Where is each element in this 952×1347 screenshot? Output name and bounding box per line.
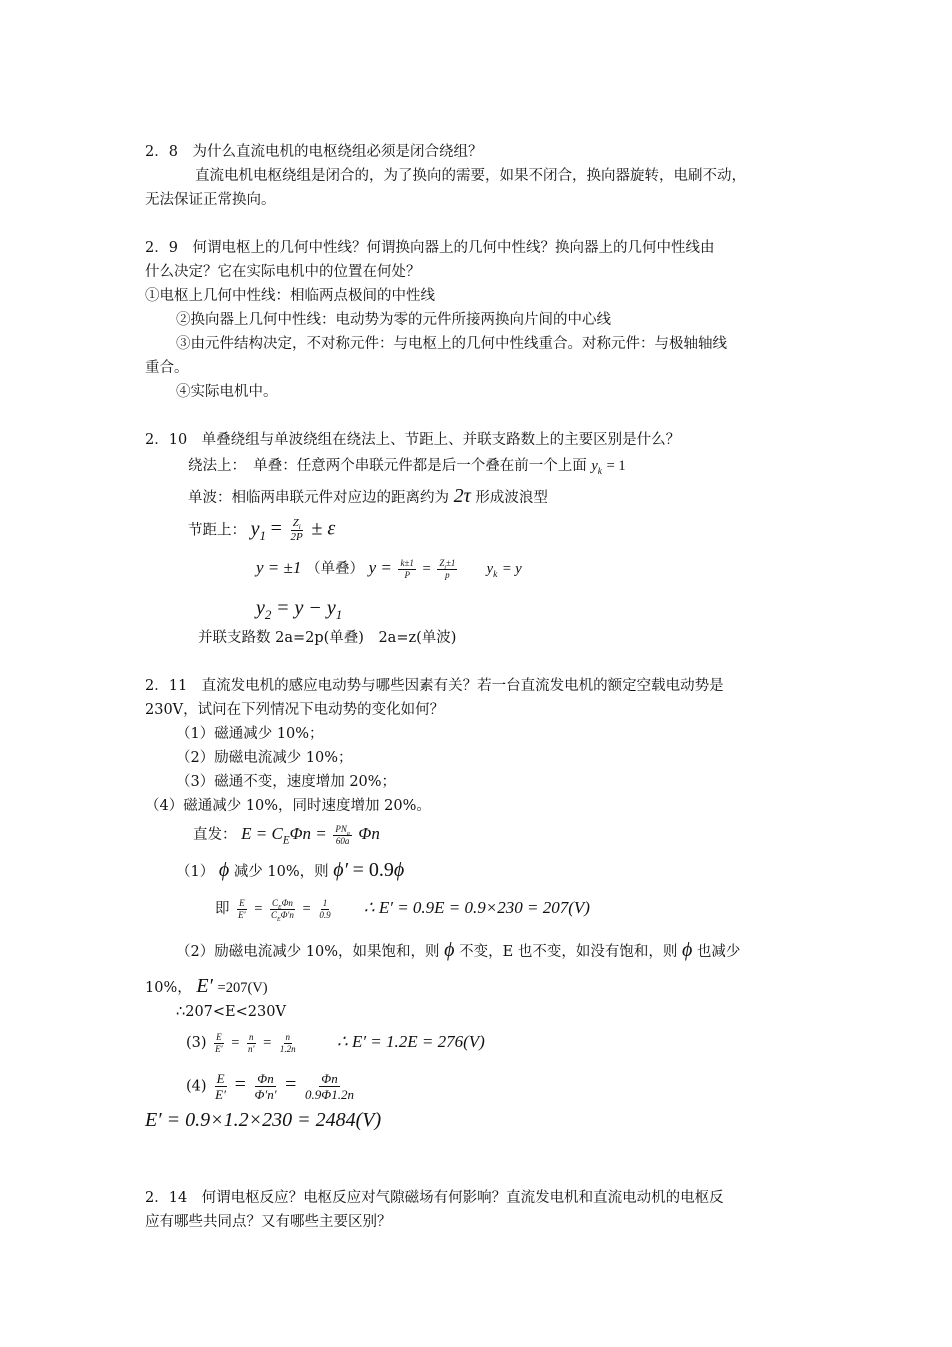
solution-2-cont (145, 976, 268, 998)
answer-2-9-item3: ③由元件结构决定，不对称元件：与电枢上的几何中性线重合。对称元件：与极轴轴线 (176, 336, 727, 352)
wave-winding-line (188, 486, 548, 508)
solution-1-prefix: （1） (176, 864, 215, 880)
question-2-8-title: 2．8 为什么直流电机的电枢绕组必须是闭合绕组？ (145, 144, 483, 160)
solution-2-value: =207(V) (217, 980, 268, 996)
pitch-line-2: y = ±1 （单叠） y = $\frac{k\pm 1}{P}$ = $\frac{Z_i\pm 1}{p}$ $y_k = y$ (256, 557, 522, 580)
solution-3-line: (3) $\frac{E}{E'}$ = $\frac{n}{n'}$ = $\frac{n}{1.2n}$ ∴ E′ = 1.2E = 276(V) (186, 1031, 485, 1054)
solution-4-line: (4) $\frac{E}{E'}$ = $\frac{\Phi n}{\Phi'n'}$ = $\frac{\Phi n}{0.9\Phi 1.2n}$ (186, 1071, 354, 1102)
pna-over-60a-fraction: $\frac{PN_a}{60a}$ (335, 823, 350, 846)
yk-value: = 1 (606, 458, 626, 474)
y2-equation: = y − y (276, 597, 336, 619)
n-over-n-prime: $\frac{n}{n'}$ (248, 1031, 255, 1054)
solution-4-prefix: (4) (186, 1078, 207, 1095)
question-2-14-title-line1: 2．14 何谓电枢反应？电枢反应对气隙磁场有何影响？直流发电机和直流电动机的电枢反 (145, 1190, 724, 1206)
yk-symbol: $y_k$ (486, 561, 498, 580)
solution-2-text-b: 不变，E 也不变，如没有饱和，则 (459, 944, 678, 960)
y2-symbol: $y_2$ (256, 597, 272, 622)
question-2-11-title-line2: 230V，试问在下列情况下电动势的变化如何？ (145, 702, 445, 718)
dc-gen-label: 直发： (193, 827, 237, 843)
solution-4-result: E′ = 0.9×1.2×230 = 2484(V) (145, 1109, 382, 1131)
emf-formula-line (193, 824, 380, 846)
y1-symbol: $y_1$ (250, 517, 266, 543)
question-2-9-title-line2: 什么决定？它在实际电机中的位置在何处？ (145, 264, 421, 280)
answer-2-9-item3-cont: 重合。 (145, 360, 189, 376)
wave-winding-tail: 形成波浪型 (475, 490, 548, 506)
yk-equation: $y_k$ (591, 458, 602, 477)
yk-equals-y: = y (501, 561, 522, 577)
winding-method-line (188, 456, 626, 476)
answer-2-8-line1: 直流电机电枢绕组是闭合的，为了换向的需要，如果不闭合，换向器旋转，电刷不动， (195, 168, 746, 184)
e-prime: E′ (196, 975, 213, 997)
pitch-line-1 (188, 518, 335, 543)
solution-2-text-a: （2）励磁电流减少 10%，如果饱和，则 (176, 944, 440, 960)
zi-over-2p-fraction: $\frac{Z_i}{2P}$ (290, 517, 303, 543)
e-over-e-prime-3: $\frac{E}{E'}$ (215, 1031, 223, 1054)
phi-symbol: ϕ (218, 859, 230, 881)
case-2: （2）励磁电流减少 10%； (176, 750, 353, 766)
solution-2-range: ∴207<E<230V (176, 1004, 286, 1020)
ratio-fraction: $\frac{C_E\Phi n}{C_E\Phi'n}$ (270, 897, 294, 923)
emf-formula: $E = C_E\Phi n$ = (241, 824, 327, 847)
two-tau-symbol: 2τ (453, 485, 471, 507)
solution-1-line: （1） ϕ 减少 10%，则 ϕ′ = 0.9ϕ (176, 859, 405, 881)
one-over-point-nine: $\frac{1}{0.9}$ (319, 897, 331, 920)
answer-2-9-item2: ②换向器上几何中性线：电动势为零的元件所接两换向片间的中心线 (176, 312, 611, 328)
solution-1-eq: = 0.9 (352, 859, 394, 881)
solution-1-result-line: 即 $\frac{E}{E'}$ = $\frac{C_E\Phi n}{C_E\Phi'n}$ = $\frac{1}{0.9}$ ∴ E′ = 0.9E = 0.9×230 = 207(V) (215, 897, 590, 923)
solution-1-result: ∴ E′ = 0.9E = 0.9×230 = 207(V) (363, 898, 590, 917)
case-4: （4）磁通减少 10%，同时速度增加 20%。 (145, 798, 431, 814)
phi-n: Φn (358, 824, 380, 843)
equals-sign: = (270, 517, 282, 540)
question-2-9-title-line1: 2．9 何谓电枢上的几何中性线？何谓换向器上的几何中性线？换向器上的几何中性线由 (145, 240, 715, 256)
solution-4-final (145, 1110, 381, 1132)
k-pm1-over-p-fraction: $\frac{k\pm 1}{P}$ (400, 557, 414, 580)
ji-label: 即 (215, 901, 230, 917)
phi-symbol-2: ϕ (444, 939, 455, 961)
question-2-10-title: 2．10 单叠绕组与单波绕组在绕法上、节距上、并联支路数上的主要区别是什么？ (145, 432, 681, 448)
answer-2-9-item4: ④实际电机中。 (176, 384, 278, 400)
parallel-branches-line: 并联支路数 2a=2p(单叠) 2a=z(单波) (198, 630, 457, 646)
phin-over-0-9phi1-2n: $\frac{\Phi n}{0.9\Phi 1.2n}$ (305, 1071, 354, 1102)
question-2-14-title-line2: 应有哪些共同点？又有哪些主要区别？ (145, 1214, 392, 1230)
plus-minus-epsilon: ± ε (311, 517, 336, 540)
phin-over-phin-prime: $\frac{\Phi n}{\Phi'n'}$ (254, 1071, 277, 1102)
answer-2-9-item1: ①电枢上几何中性线：相临两点极间的中性线 (145, 288, 435, 304)
wave-winding-text: 单波：相临两串联元件对应边的距离约为 (188, 490, 449, 506)
n-over-1-2n: $\frac{n}{1.2n}$ (279, 1031, 296, 1054)
single-lap-label: （单叠） (305, 561, 364, 577)
e-over-e-prime-4: $\frac{E}{E'}$ (215, 1071, 226, 1102)
phi-symbol-3: ϕ (681, 939, 693, 961)
solution-3-result: ∴ E′ = 1.2E = 276(V) (336, 1032, 485, 1051)
phi-prime: ϕ′ (333, 859, 348, 881)
solution-2-line (176, 940, 740, 962)
answer-2-8-line2: 无法保证正常换向。 (145, 192, 276, 208)
y-symbol: y = (368, 558, 392, 577)
solution-2-text-c: 也减少 (696, 944, 741, 960)
question-2-11-title-line1: 2．11 直流发电机的感应电动势与哪些因素有关？若一台直流发电机的额定空载电动势是 (145, 678, 724, 694)
case-1: （1）磁通减少 10%； (176, 726, 324, 742)
winding-method-text: 绕法上： 单叠：任意两个串联元件都是后一个叠在前一个上面 (188, 458, 587, 474)
pitch-line-3: $y_2 = y - y_1$ (256, 597, 343, 622)
y-plusminus-one: y = ±1 (256, 558, 302, 577)
e-over-e-prime: $\frac{E}{E'}$ (238, 897, 246, 920)
case-3: （3）磁通不变，速度增加 20%； (176, 774, 397, 790)
zi-pm1-over-p-fraction: $\frac{Z_i\pm 1}{p}$ (439, 557, 456, 580)
pitch-label: 节距上： (188, 522, 246, 539)
solution-2-text-d: 10%， (145, 980, 192, 996)
solution-3-prefix: (3) (186, 1035, 207, 1051)
solution-1-mid: 减少 10%，则 (233, 864, 329, 880)
